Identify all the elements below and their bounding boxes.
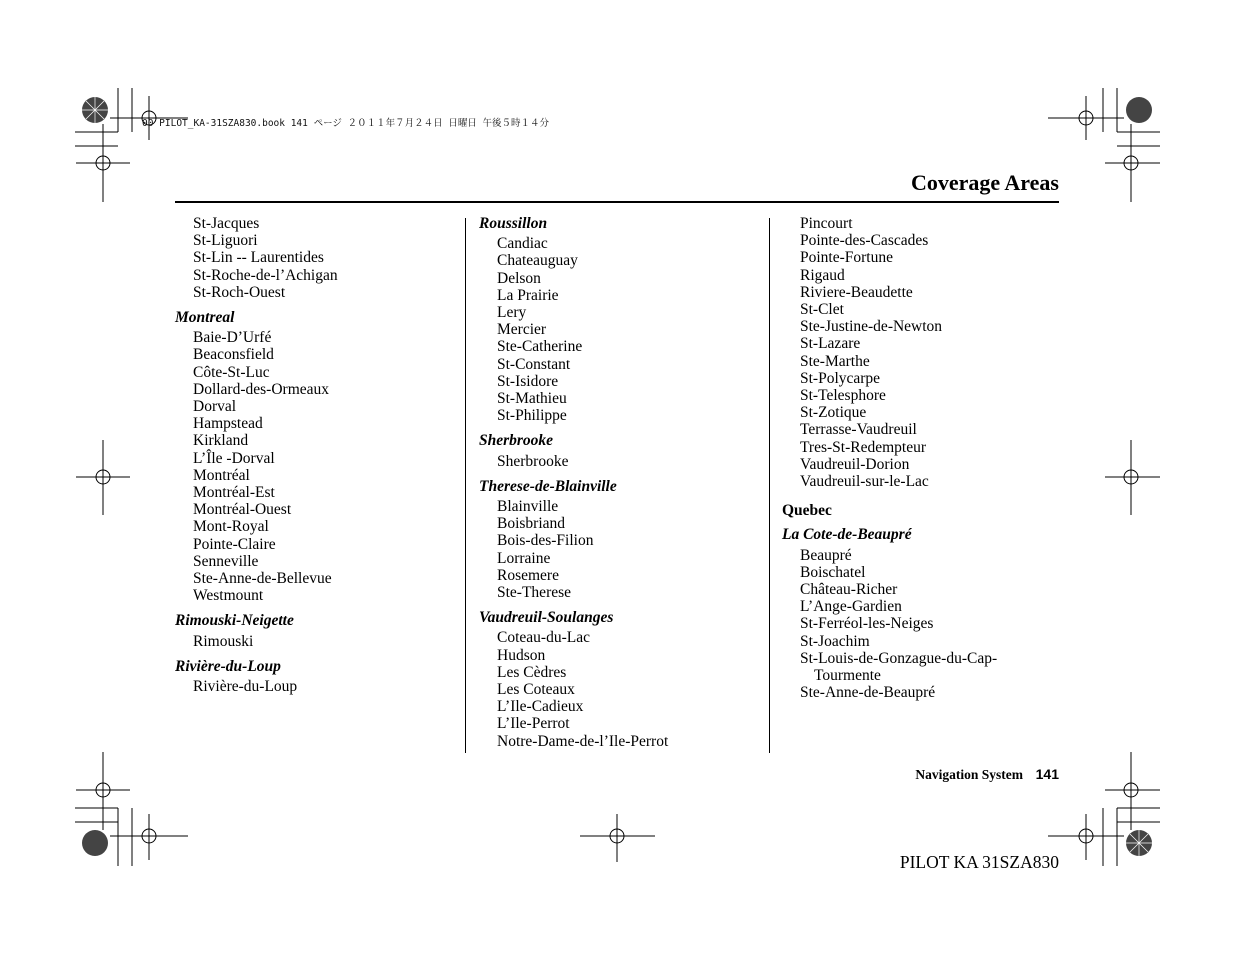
list-item: Boisbriand [497,515,566,533]
list-item: St-Mathieu [497,390,567,408]
print-slug-line: 00 PILOT_KA-31SZA830.book 141 ページ ２０１１年７月２４日 日曜日 午後５時１４分 [142,118,550,129]
list-item: Senneville [193,552,259,570]
list-item: Dollard-des-Ormeaux [193,380,330,398]
list-item-continuation: Tourmente [814,667,881,685]
area-list [479,498,668,601]
list-item: Boischatel [800,563,866,581]
list-item: Rivière-du-Loup [193,678,298,696]
list-item: Château-Richer [800,581,898,599]
list-item: Lery [497,304,527,322]
list-item: Ste-Justine-de-Newton [800,318,943,336]
list-item: Hudson [497,646,546,664]
list-item: Beaupré [800,546,852,564]
list-item: Mercier [497,321,547,339]
list-item: Westmount [193,587,264,605]
list-item: Les Coteaux [497,681,575,699]
list-item: Notre-Dame-de-l’Ile-Perrot [497,732,669,750]
area-list [479,235,668,424]
list-item: Mont-Royal [193,518,269,536]
region-heading: Rivière-du-Loup [175,657,281,675]
list-item: Ste-Marthe [800,352,870,370]
list-item: L’Ile-Cadieux [497,698,584,716]
list-item: Coteau-du-Lac [497,629,590,647]
list-item: Côte-St-Luc [193,363,270,381]
list-item: Kirkland [193,432,249,450]
area-list [175,215,338,301]
list-item: St-Clet [800,301,844,319]
list-item: Bois-des-Filion [497,532,594,550]
list-item: La Prairie [497,286,559,304]
list-item: Sherbrooke [497,452,569,470]
list-item: St-Roche-de-l’Achigan [193,266,338,284]
list-item: St-Jacques [193,215,260,232]
list-item: St-Polycarpe [800,369,881,387]
list-item: Montréal [193,466,250,484]
page-number: 141 [1035,766,1059,782]
coverage-column-1 [175,215,338,695]
region-heading: La Cote-de-Beaupré [782,526,912,544]
list-item: Les Cèdres [497,663,567,681]
list-item: Dorval [193,398,237,416]
region-heading: Therese-de-Blainville [479,477,617,495]
area-list [782,215,997,490]
list-item: Ste-Anne-de-Beaupré [800,684,936,702]
region-heading: Roussillon [479,215,548,232]
list-item: Pointe-des-Cascades [800,232,929,250]
list-item: L’Ile-Perrot [497,715,570,733]
list-item: Hampstead [193,415,263,433]
region-heading: Vaudreuil-Soulanges [479,609,614,627]
list-item: St-Ferréol-les-Neiges [800,615,934,633]
list-item: Tres-St-Redempteur [800,438,926,456]
list-item: St-Lin -- Laurentides [193,249,324,267]
list-item: St-Isidore [497,372,559,390]
area-list [782,547,997,702]
page-title: Coverage Areas [910,170,1059,195]
title-rule [175,201,1059,203]
list-item: Beaconsfield [193,346,274,364]
list-item: St-Louis-de-Gonzague-du-Cap- [800,649,998,667]
list-item: Blainville [497,498,559,516]
region-heading: Montreal [175,309,235,327]
list-item: Baie-D’Urfé [193,329,272,347]
list-item: Riviere-Beaudette [800,283,913,301]
list-item: Delson [497,269,541,287]
coverage-column-2 [479,215,668,750]
list-item: St-Telesphore [800,387,886,405]
province-heading: Quebec [782,502,832,520]
list-item: Pointe-Claire [193,535,276,553]
region-heading: Sherbrooke [479,432,554,450]
area-list [175,329,338,604]
column-divider [465,218,466,753]
document-code: PILOT KA 31SZA830 [899,852,1059,872]
list-item: Ste-Anne-de-Bellevue [193,570,332,588]
list-item: Pointe-Fortune [800,249,893,267]
list-item: St-Joachim [800,632,870,650]
list-item: L’Ange-Gardien [800,598,902,616]
list-item: Montréal-Ouest [193,501,292,519]
region-heading: Rimouski-Neigette [175,612,294,630]
list-item: Rimouski [193,632,254,650]
list-item: Candiac [497,235,548,253]
coverage-column-3 [782,215,997,701]
list-item: Pincourt [800,215,853,232]
list-item: Terrasse-Vaudreuil [800,421,917,439]
list-item: Vaudreuil-Dorion [800,455,910,473]
list-item: Rigaud [800,266,845,284]
list-item: L’Île -Dorval [193,449,275,467]
list-item: Vaudreuil-sur-le-Lac [800,473,929,491]
list-item: Rosemere [497,566,559,584]
list-item: Montréal-Est [193,484,275,502]
list-item: St-Philippe [497,407,567,425]
list-item: Ste-Therese [497,584,572,602]
list-item: St-Lazare [800,335,861,353]
list-item: St-Roch-Ouest [193,283,286,301]
list-item: Lorraine [497,549,551,567]
footer-section-label: Navigation System [915,767,1023,782]
column-divider [769,218,770,753]
list-item: St-Zotique [800,404,867,422]
list-item: St-Constant [497,355,571,373]
area-list [479,629,668,749]
list-item: Ste-Catherine [497,338,583,356]
list-item: St-Liguori [193,232,258,250]
list-item: Chateauguay [497,252,578,270]
